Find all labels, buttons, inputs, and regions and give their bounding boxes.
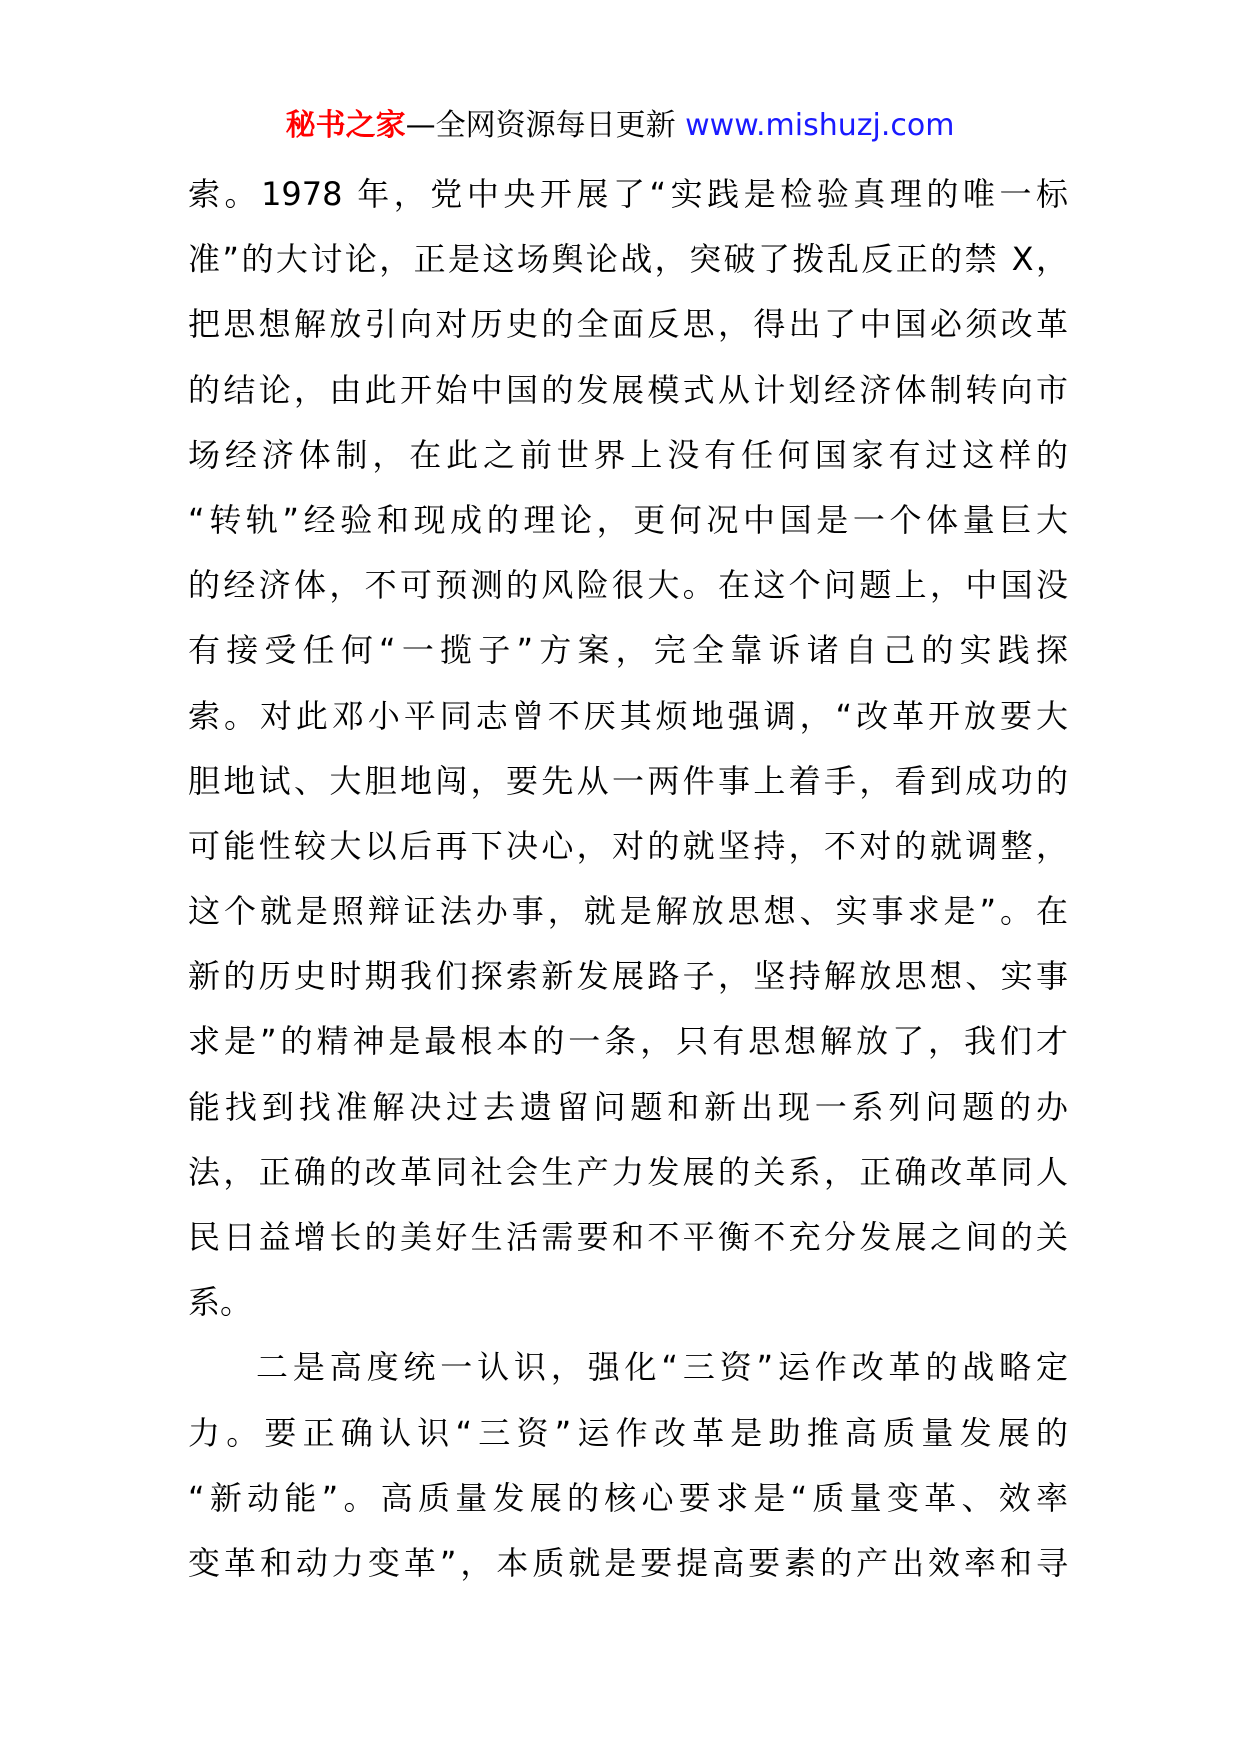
text-line: 系。 — [188, 1283, 253, 1322]
text-line: 有接受任何“一揽子”方案，完全靠诉诸自己的实践探 — [188, 631, 1068, 670]
text-line: 把思想解放引向对历史的全面反思，得出了中国必须改革 — [188, 305, 1068, 344]
paragraph-first-line: 二是高度统一认识，强化“三资”运作改革的战略定 — [256, 1348, 1068, 1387]
text-line: 索。1978 年，党中央开展了“实践是检验真理的唯一标 — [188, 175, 1068, 213]
text-line: 胆地试、大胆地闯，要先从一两件事上着手，看到成功的 — [188, 761, 1068, 800]
text-line: 可能性较大以后再下决心，对的就坚持，不对的就调整， — [188, 826, 1068, 865]
text-line: 场经济体制，在此之前世界上没有任何国家有过这样的 — [188, 435, 1068, 474]
text-line: 准”的大讨论，正是这场舆论战，突破了拨乱反正的禁 X， — [188, 240, 1068, 279]
text-line: 法，正确的改革同社会生产力发展的关系，正确改革同人 — [188, 1152, 1068, 1191]
text-line: 索。对此邓小平同志曾不厌其烦地强调，“改革开放要大 — [188, 696, 1068, 735]
text-line: 力。要正确认识“三资”运作改革是助推高质量发展的 — [188, 1413, 1068, 1452]
text-line: “新动能”。高质量发展的核心要求是“质量变革、效率 — [188, 1478, 1068, 1517]
text-line: 能找到找准解决过去遗留问题和新出现一系列问题的办 — [188, 1087, 1068, 1126]
page-header — [0, 104, 1240, 148]
text-line: 民日益增长的美好生活需要和不平衡不充分发展之间的关 — [188, 1218, 1068, 1256]
header-tagline: —全网资源每日更新 — [405, 108, 676, 143]
brand-name: 秘书之家 — [285, 108, 406, 143]
text-line: 变革和动力变革”，本质就是要提高要素的产出效率和寻 — [188, 1543, 1068, 1582]
text-line: 求是”的精神是最根本的一条，只有思想解放了，我们才 — [188, 1022, 1068, 1061]
text-line: 的经济体，不可预测的风险很大。在这个问题上，中国没 — [188, 566, 1068, 605]
website-link[interactable]: www.mishuzj.com — [685, 108, 955, 143]
text-line: 这个就是照辩证法办事，就是解放思想、实事求是”。在 — [188, 892, 1068, 931]
text-line: 新的历史时期我们探索新发展路子，坚持解放思想、实事 — [188, 957, 1068, 996]
text-line: 的结论，由此开始中国的发展模式从计划经济体制转向市 — [188, 370, 1068, 409]
text-line: “转轨”经验和现成的理论，更何况中国是一个体量巨大 — [188, 500, 1068, 539]
document-body — [188, 162, 1068, 1596]
